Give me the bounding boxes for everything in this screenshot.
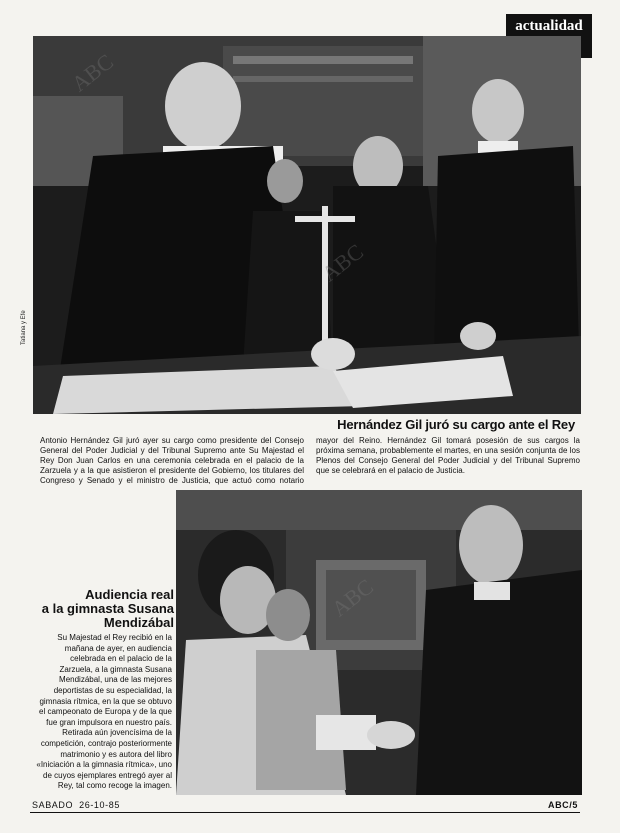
footer-day: SABADO [32,800,74,810]
abc-watermark: ABC [316,238,368,287]
footer-rule [30,812,580,813]
story2-headline-line3: Mendizábal [103,615,174,630]
story1-headline: Hernández Gil juró su cargo ante el Rey [337,417,575,432]
abc-watermark: ABC [326,573,378,622]
photo-credit: Tatiana y Efe [21,310,27,345]
story1-body: Antonio Hernández Gil juró ayer su cargo como presidente del Consejo General del Poder Judicial y del Tribunal Supremo ante Su Majestad el Rey Don Juan Carlos en una ceremonia celebrada en el palacio de la Zarzuela y a la que asistieron el presidente del Gobierno, los titulares del Congreso y Senado y el ministro de Justicia, que actuó como notario mayor del Reino. Hernández Gil tomará posesión de sus cargos la próxima semana, probablemente el martes, en una sesión conjunta de los Plenos del Consejo General del Poder Judicial y del Tribunal Supremo que se celebrará en el palacio de Justicia. [40,436,580,485]
story2-headline [36,588,174,630]
section-tag-line1: actualidad [515,18,583,34]
footer-dateline [32,800,120,810]
story2-headline-line2: a la gimnasta Susana [41,601,174,616]
footer-page-number: ABC/5 [547,800,578,810]
audience-photo [176,490,582,795]
ceremony-photo [33,36,581,414]
story2-headline-line1: Audiencia real [85,587,174,602]
abc-watermark: ABC [66,48,118,97]
footer-date: 26-10-85 [79,800,120,810]
story2-body: Su Majestad el Rey recibió en la mañana de ayer, en audiencia celebrada en el palacio de la Zarzuela, a la gimnasta Susana Mendizábal, una de las mejores deportistas de su especialidad, la gimnasia rítmica, en la que se obtuvo el campeonato de Europa y de la que fue gran impulsora en nuestro país. Retirada aún jovencísima de la competición, contrajo posteriormente matrimonio y es autora del libro «Iniciación a la gimnasia rítmica», uno de cuyos ejemplares entregó ayer al Rey, tal como recoge la imagen. [36,633,172,791]
